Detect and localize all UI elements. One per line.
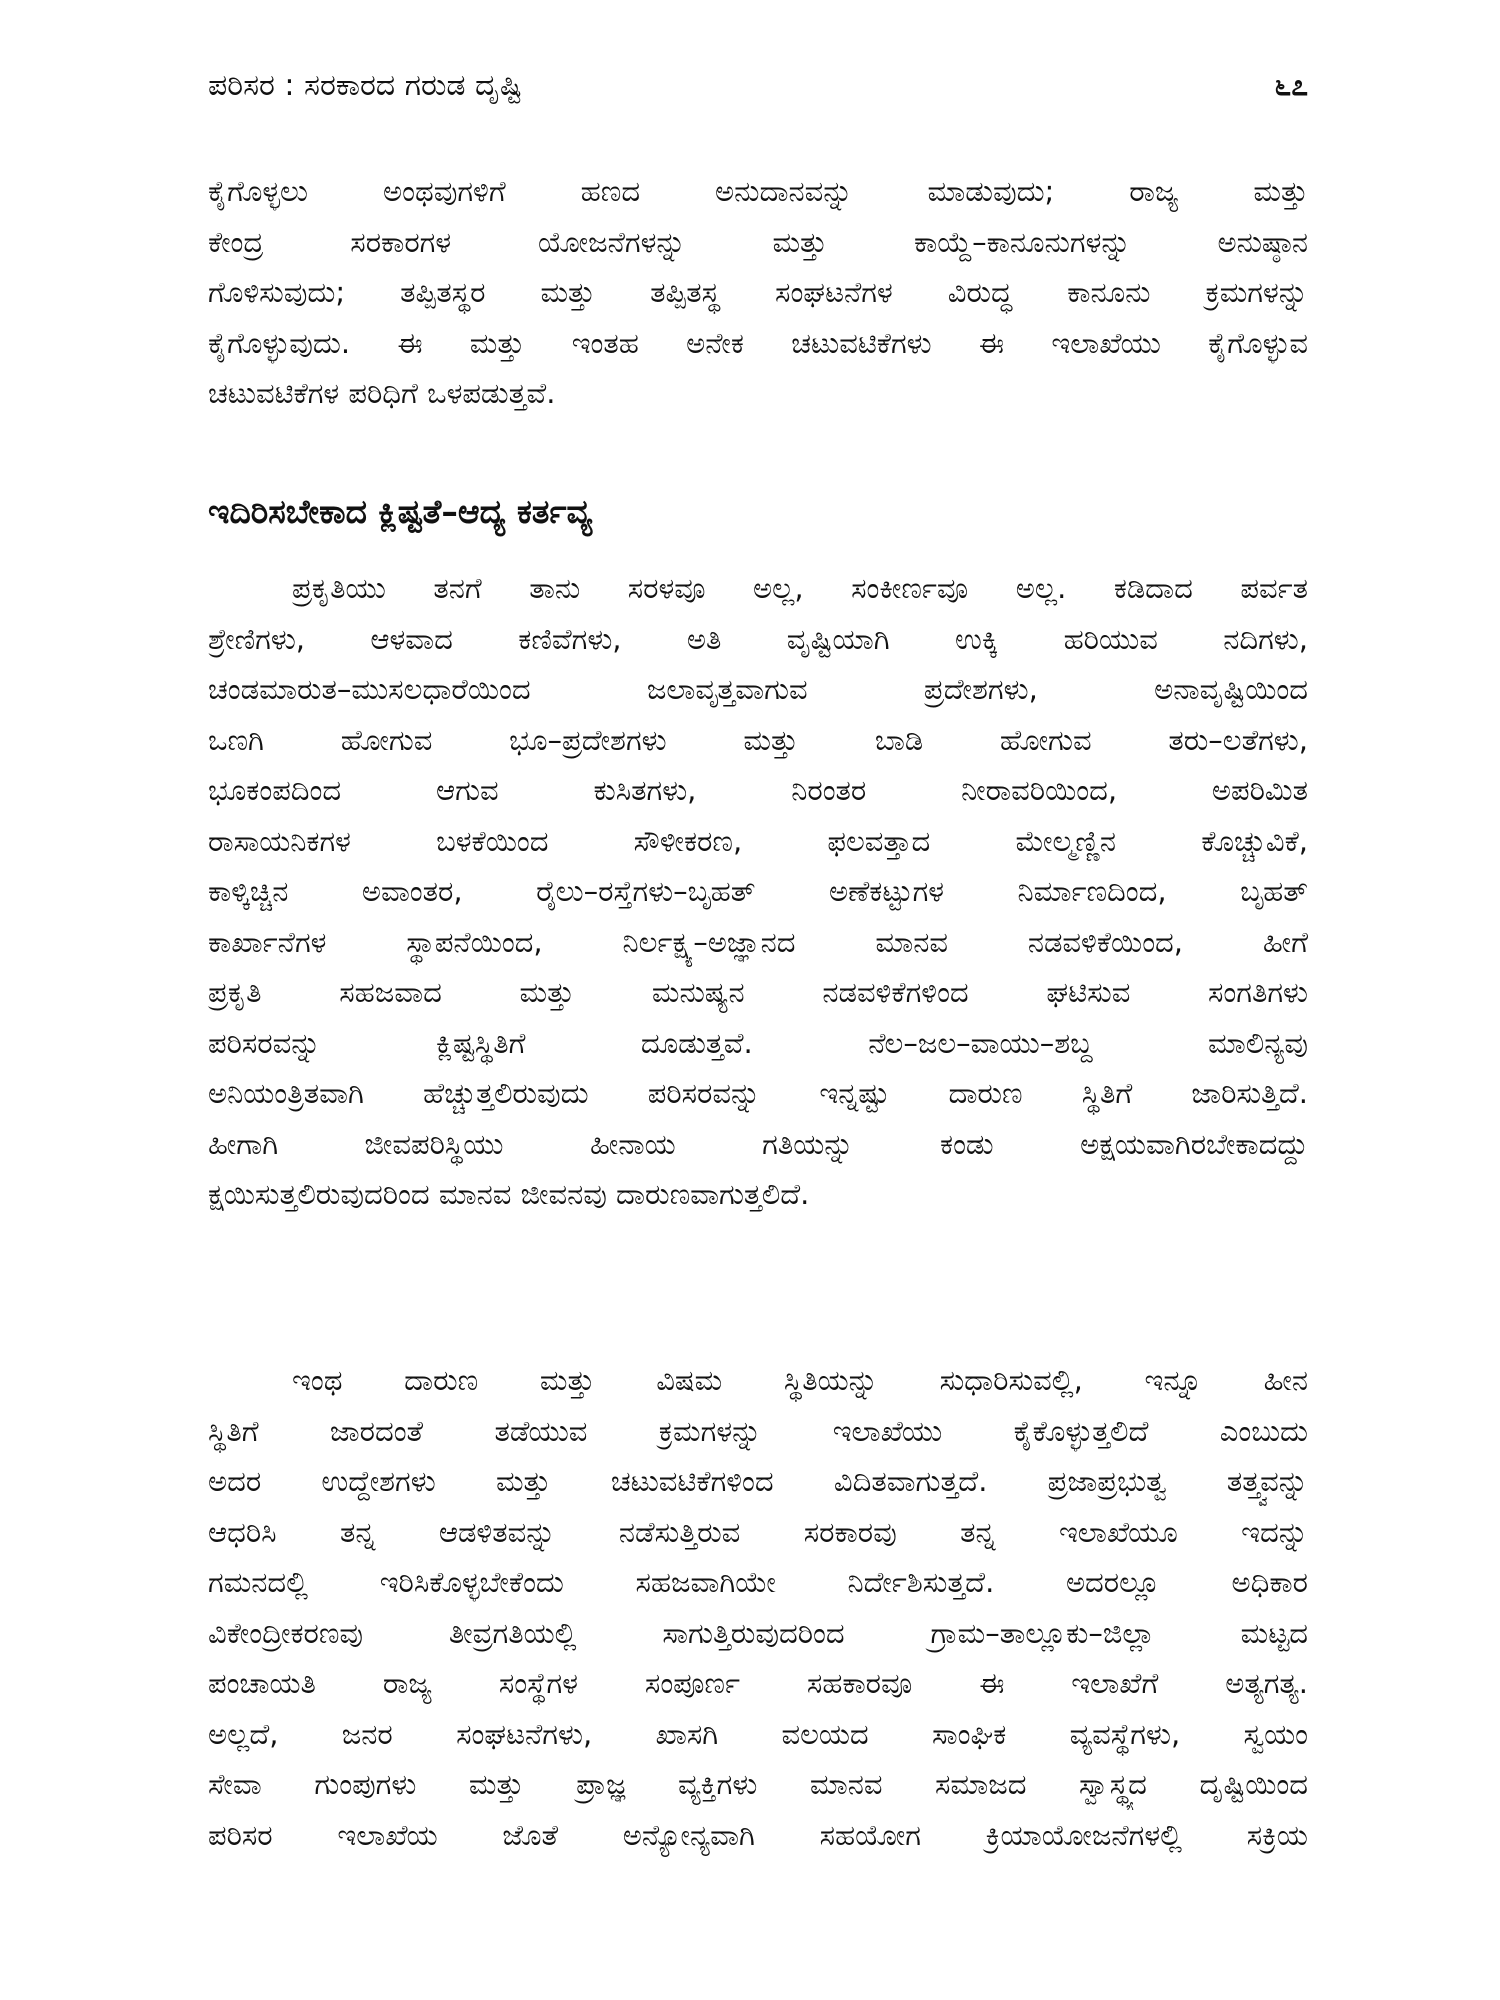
text-line: ಭೂಕಂಪದಿಂದ ಆಗುವ ಕುಸಿತಗಳು, ನಿರಂತರ ನೀರಾವರಿಯಿಂದ, ಅಪರಿಮಿತ <box>208 773 1308 807</box>
page-number: ೬೭ <box>1274 68 1308 103</box>
text-line: ಆಧರಿಸಿ ತನ್ನ ಆಡಳಿತವನ್ನು ನಡೆಸುತ್ತಿರುವ ಸರಕಾರವು ತನ್ನ ಇಲಾಖೆಯೂ ಇದನ್ನು <box>208 1514 1308 1549</box>
running-title: ಪರಿಸರ : ಸರಕಾರದ ಗರುಡ ದೃಷ್ಟಿ <box>208 68 523 103</box>
running-header <box>208 66 1308 116</box>
text-line: ಶ್ರೇಣಿಗಳು, ಆಳವಾದ ಕಣಿವೆಗಳು, ಅತಿ ವೃಷ್ಟಿಯಾಗಿ ಉಕ್ಕಿ ಹರಿಯುವ ನದಿಗಳು, <box>208 621 1308 656</box>
text-line: ಸ್ಥಿತಿಗೆ ಜಾರದಂತೆ ತಡೆಯುವ ಕ್ರಮಗಳನ್ನು ಇಲಾಖೆಯು ಕೈಕೊಳ್ಳುತ್ತಲಿದೆ ಎಂಬುದು <box>208 1413 1308 1448</box>
text-line: ವಿಕೇಂದ್ರೀಕರಣವು ತೀವ್ರಗತಿಯಲ್ಲಿ ಸಾಗುತ್ತಿರುವುದರಿಂದ ಗ್ರಾಮ–ತಾಲ್ಲೂಕು–ಜಿಲ್ಲಾ ಮಟ್ಟದ <box>208 1615 1308 1650</box>
text-line: ಚಂಡಮಾರುತ–ಮುಸಲಧಾರೆಯಿಂದ ಜಲಾವೃತ್ತವಾಗುವ ಪ್ರದೇಶಗಳು, ಅನಾವೃಷ್ಟಿಯಿಂದ <box>208 672 1308 706</box>
text-line: ಕೈಗೊಳ್ಳುವುದು. ಈ ಮತ್ತು ಇಂತಹ ಅನೇಕ ಚಟುವಟಿಕೆಗಳು ಈ ಇಲಾಖೆಯು ಕೈಗೊಳ್ಳುವ <box>208 325 1308 360</box>
text-line: ಅಲ್ಲದೆ, ಜನರ ಸಂಘಟನೆಗಳು, ಖಾಸಗಿ ವಲಯದ ಸಾಂಘಿಕ ವ್ಯವಸ್ಥೆಗಳು, ಸ್ವಯಂ <box>208 1716 1308 1751</box>
paragraph-1 <box>208 563 1308 1220</box>
text-line: ಕಾಳ್ಕಿಚ್ಚಿನ ಅವಾಂತರ, ರೈಲು–ರಸ್ತೆಗಳು–ಬೃಹತ್ ಅಣೆಕಟ್ಟುಗಳ ನಿರ್ಮಾಣದಿಂದ, ಬೃಹತ್ <box>208 874 1308 908</box>
text-line: ಸೇವಾ ಗುಂಪುಗಳು ಮತ್ತು ಪ್ರಾಜ್ಞ ವ್ಯಕ್ತಿಗಳು ಮಾನವ ಸಮಾಜದ ಸ್ವಾಸ್ಥ್ಯದ ದೃಷ್ಟಿಯಿಂದ <box>208 1767 1308 1801</box>
text-line: ಇಂಥ ದಾರುಣ ಮತ್ತು ವಿಷಮ ಸ್ಥಿತಿಯನ್ನು ಸುಧಾರಿಸುವಲ್ಲಿ, ಇನ್ನೂ ಹೀನ <box>292 1363 1308 1397</box>
section-heading: ಇದಿರಿಸಬೇಕಾದ ಕ್ಲಿಷ್ಟತೆ–ಆದ್ಯ ಕರ್ತವ್ಯ <box>208 492 593 531</box>
paragraph-2 <box>208 1355 1308 1860</box>
text-line: ಹೀಗಾಗಿ ಜೀವಪರಿಸ್ಥಿಯು ಹೀನಾಯ ಗತಿಯನ್ನು ಕಂಡು ಅಕ್ಷಯವಾಗಿರಬೇಕಾದದ್ದು <box>208 1126 1308 1161</box>
text-line: ಪರಿಸರವನ್ನು ಕ್ಲಿಷ್ಟಸ್ಥಿತಿಗೆ ದೂಡುತ್ತವೆ. ನೆಲ–ಜಲ–ವಾಯು–ಶಬ್ದ ಮಾಲಿನ್ಯವು <box>208 1025 1308 1060</box>
text-line: ಕಾರ್ಖಾನೆಗಳ ಸ್ಥಾಪನೆಯಿಂದ, ನಿರ್ಲಕ್ಷ್ಯ–ಅಜ್ಞಾನದ ಮಾನವ ನಡವಳಿಕೆಯಿಂದ, ಹೀಗೆ <box>208 924 1308 959</box>
text-line: ರಾಸಾಯನಿಕಗಳ ಬಳಕೆಯಿಂದ ಸೌಳೀಕರಣ, ಫಲವತ್ತಾದ ಮೇಲ್ಮಣ್ಣಿನ ಕೊಚ್ಚುವಿಕೆ, <box>208 823 1308 858</box>
text-line: ಪ್ರಕೃತಿ ಸಹಜವಾದ ಮತ್ತು ಮನುಷ್ಯನ ನಡವಳಿಕೆಗಳಿಂದ ಘಟಿಸುವ ಸಂಗತಿಗಳು <box>208 975 1308 1009</box>
text-line: ಪಂಚಾಯತಿ ರಾಜ್ಯ ಸಂಸ್ಥೆಗಳ ಸಂಪೂರ್ಣ ಸಹಕಾರವೂ ಈ ಇಲಾಖೆಗೆ ಅತ್ಯಗತ್ಯ. <box>208 1666 1308 1700</box>
text-line: ಕೇಂದ್ರ ಸರಕಾರಗಳ ಯೋಜನೆಗಳನ್ನು ಮತ್ತು ಕಾಯ್ದೆ–ಕಾನೂನುಗಳನ್ನು ಅನುಷ್ಠಾನ <box>208 224 1308 259</box>
text-line: ಒಣಗಿ ಹೋಗುವ ಭೂ–ಪ್ರದೇಶಗಳು ಮತ್ತು ಬಾಡಿ ಹೋಗುವ ತರು–ಲತೆಗಳು, <box>208 722 1308 757</box>
text-line: ಕ್ಷಯಿಸುತ್ತಲಿರುವುದರಿಂದ ಮಾನವ ಜೀವನವು ದಾರುಣವಾಗುತ್ತಲಿದೆ. <box>208 1177 810 1211</box>
text-line: ಪ್ರಕೃತಿಯು ತನಗೆ ತಾನು ಸರಳವೂ ಅಲ್ಲ, ಸಂಕೀರ್ಣವೂ ಅಲ್ಲ. ಕಡಿದಾದ ಪರ್ವತ <box>292 571 1308 605</box>
text-line: ಅದರ ಉದ್ದೇಶಗಳು ಮತ್ತು ಚಟುವಟಿಕೆಗಳಿಂದ ವಿದಿತವಾಗುತ್ತದೆ. ಪ್ರಜಾಪ್ರಭುತ್ವ ತತ್ತ್ವವನ್ನು <box>208 1464 1308 1498</box>
text-line: ಕೈಗೊಳ್ಳಲು ಅಂಥವುಗಳಿಗೆ ಹಣದ ಅನುದಾನವನ್ನು ಮಾಡುವುದು; ರಾಜ್ಯ ಮತ್ತು <box>208 174 1308 208</box>
text-line: ಪರಿಸರ ಇಲಾಖೆಯ ಜೊತೆ ಅನ್ಯೋನ್ಯವಾಗಿ ಸಹಯೋಗ ಕ್ರಿಯಾಯೋಜನೆಗಳಲ್ಲಿ ಸಕ್ರಿಯ <box>208 1817 1308 1852</box>
paragraph-top <box>208 166 1308 419</box>
text-line: ಗಮನದಲ್ಲಿ ಇರಿಸಿಕೊಳ್ಳಬೇಕೆಂದು ಸಹಜವಾಗಿಯೇ ನಿರ್ದೇಶಿಸುತ್ತದೆ. ಅದರಲ್ಲೂ ಅಧಿಕಾರ <box>208 1565 1308 1599</box>
text-line: ಚಟುವಟಿಕೆಗಳ ಪರಿಧಿಗೆ ಒಳಪಡುತ್ತವೆ. <box>208 376 556 410</box>
text-line: ಗೊಳಿಸುವುದು; ತಪ್ಪಿತಸ್ಥರ ಮತ್ತು ತಪ್ಪಿತಸ್ಥ ಸಂಘಟನೆಗಳ ವಿರುದ್ಧ ಕಾನೂನು ಕ್ರಮಗಳನ್ನು <box>208 275 1308 309</box>
text-line: ಅನಿಯಂತ್ರಿತವಾಗಿ ಹೆಚ್ಚುತ್ತಲಿರುವುದು ಪರಿಸರವನ್ನು ಇನ್ನಷ್ಟು ದಾರುಣ ಸ್ಥಿತಿಗೆ ಜಾರಿಸುತ್ತಿದೆ. <box>208 1076 1308 1110</box>
